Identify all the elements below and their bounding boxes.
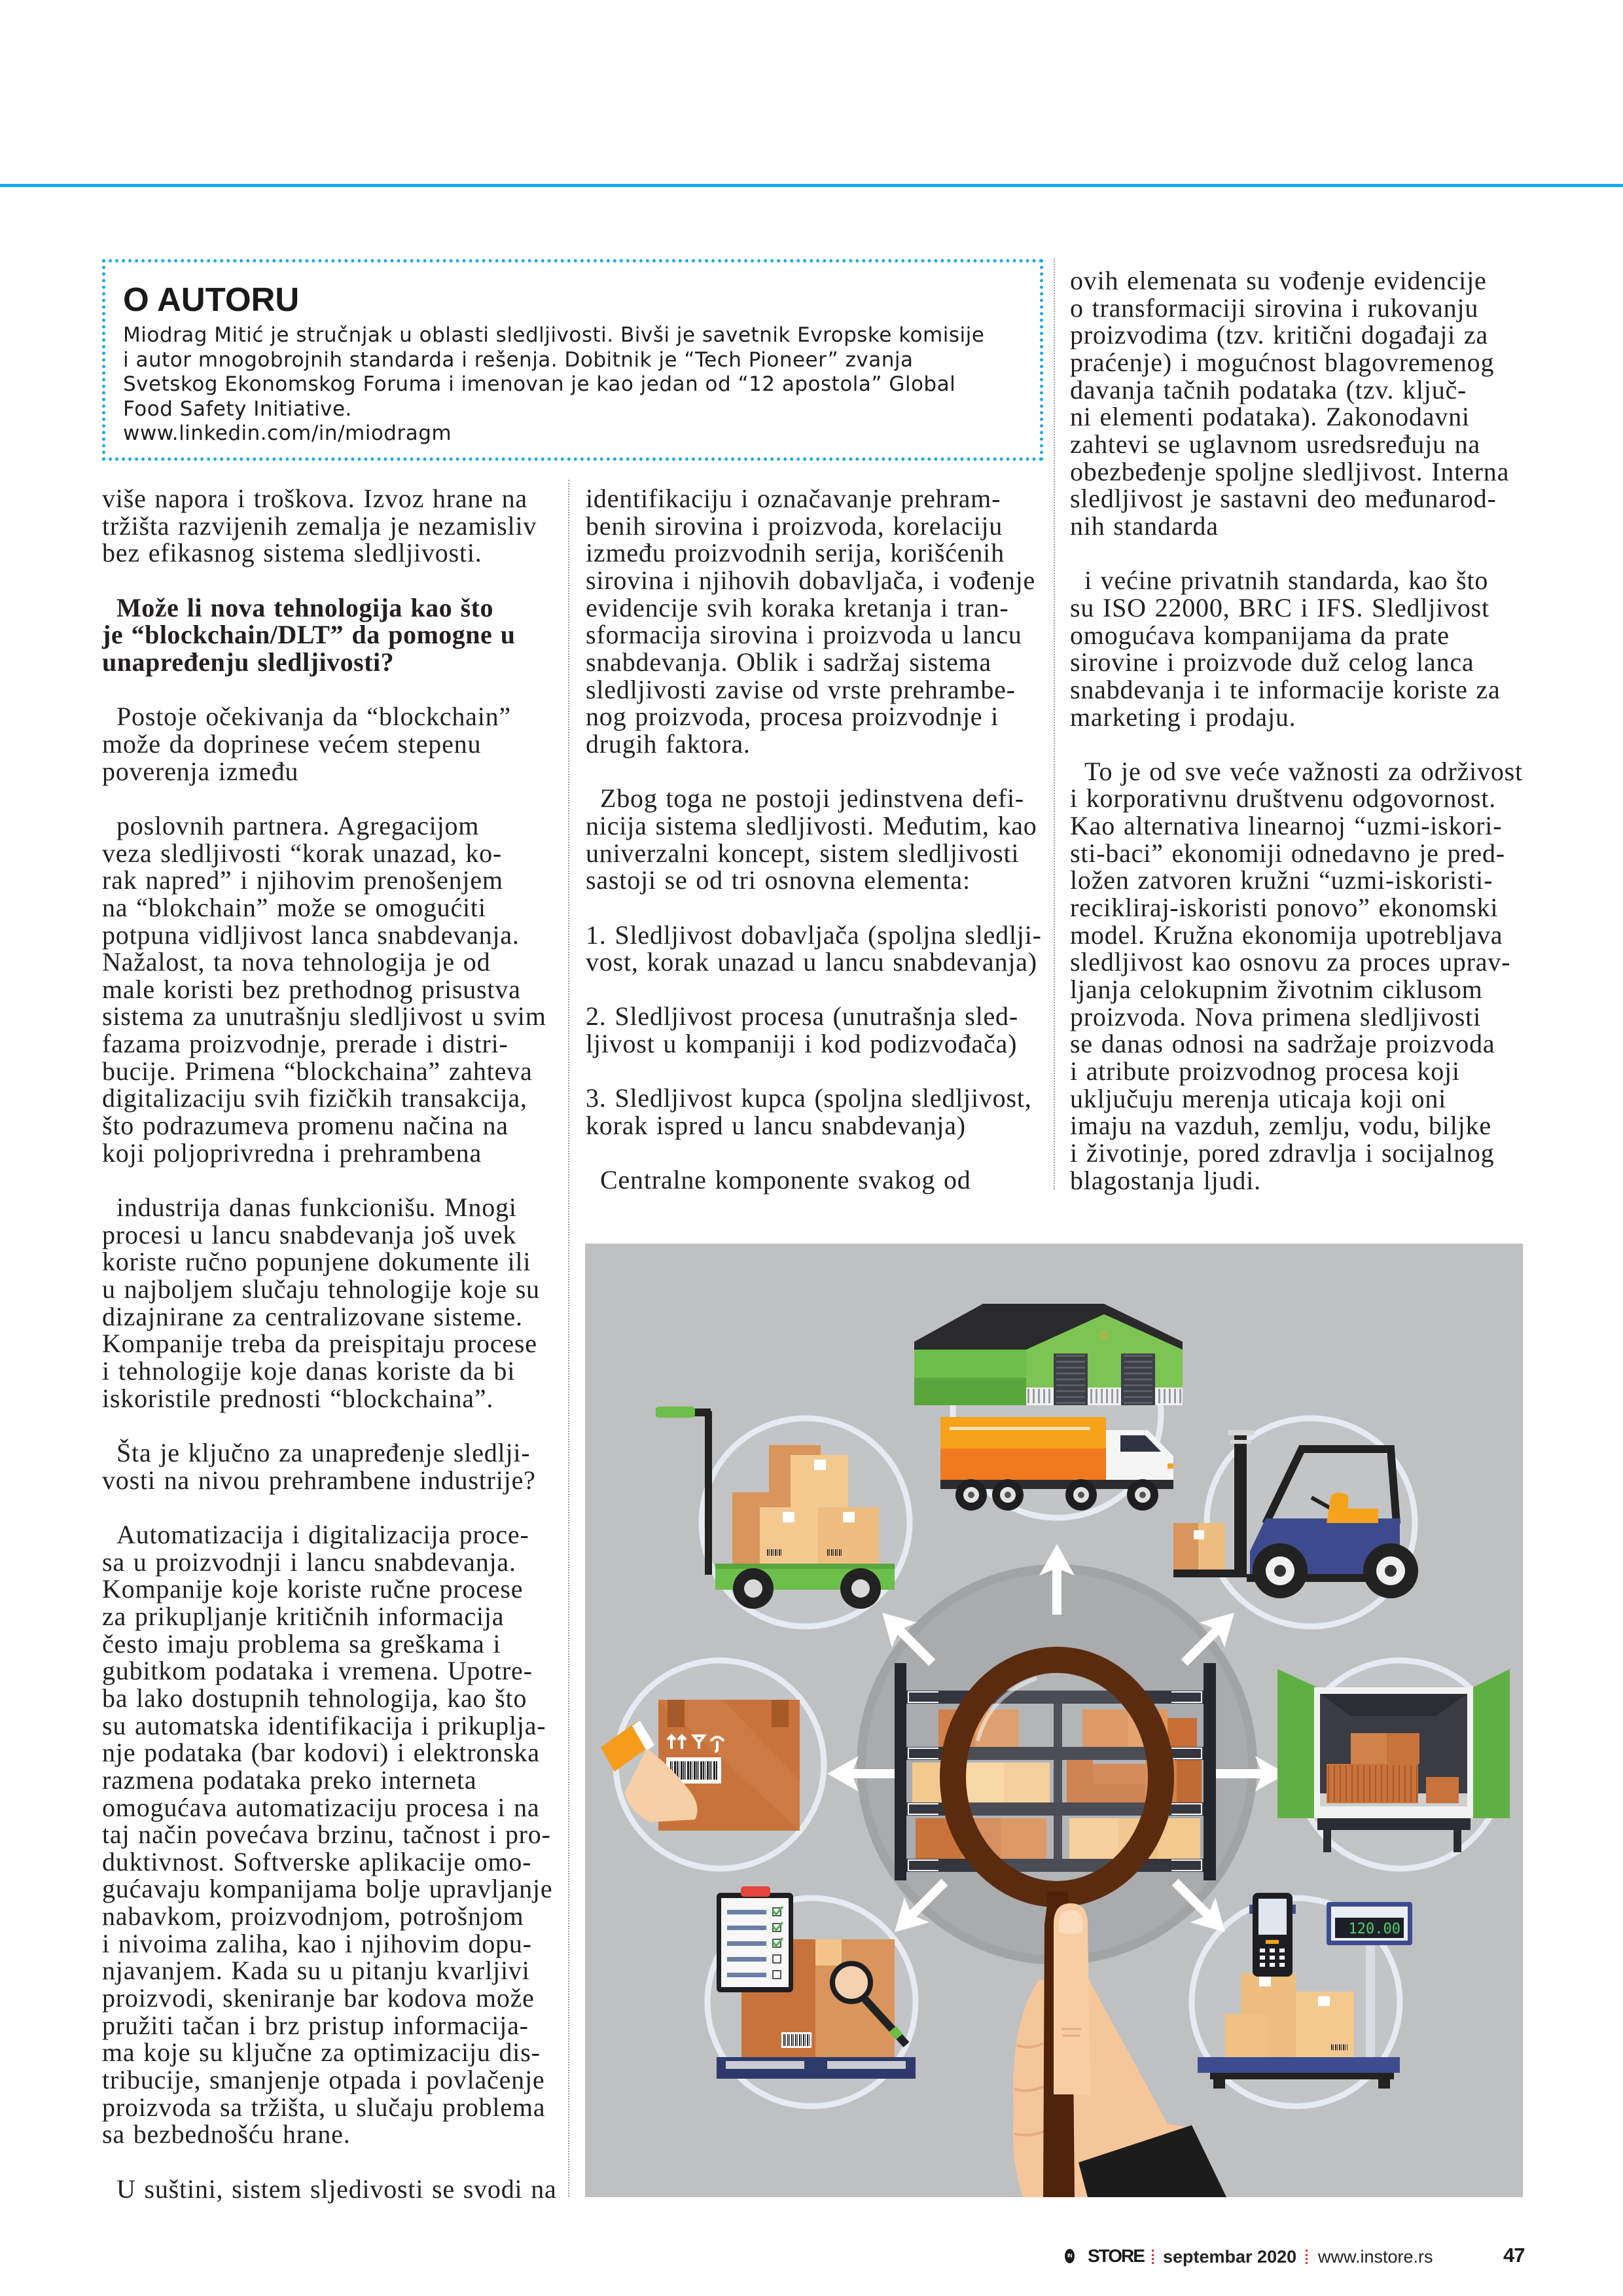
text-line: su automatska identifikacija i prikuplja- (102, 1710, 546, 1740)
text-line: sistema za unutrašnju sledljivost u svim (102, 1001, 546, 1031)
paragraph (586, 1166, 1042, 1194)
text-line: omogućava automatizaciju procesa i na (102, 1792, 540, 1822)
text-line: su ISO 22000, BRC i IFS. Sledljivost (1070, 592, 1489, 622)
text-line: unapređenju sledljivosti? (102, 647, 395, 677)
text-line: Kompanije treba da preispitaju procese (102, 1329, 537, 1359)
text-line: rak napred” i njihovim prenošenjem (102, 865, 503, 895)
text-line: ma koje su ključne za optimizaciju dis- (102, 2037, 541, 2068)
text-line: omogućava kompanijama da prate (1070, 620, 1450, 650)
text-line: marketing i prodaju. (1070, 702, 1296, 732)
scale-display-readout: 120.00 (1348, 1921, 1400, 1937)
subheading (102, 594, 557, 676)
text-line: ljanja celokupnim životnim ciklusom (1070, 975, 1483, 1005)
text-line: između proizvodnih serija, korišćenih (586, 538, 1005, 568)
text-line: na “blokchain” može se omogućiti (102, 892, 486, 922)
text-line: gućavaju kompanijama bolje upravljanje (102, 1874, 553, 1904)
text-line: uključuju merenja uticaja koji oni (1070, 1083, 1447, 1113)
page-number: 47 (1503, 2244, 1525, 2267)
text-line: nog proizvoda, procesa proizvodnje i (586, 702, 999, 732)
text-line: i nivoima zaliha, kao i njihovim dopu- (102, 1928, 532, 1958)
text-line: duktivnost. Softverske aplikacije omo- (102, 1846, 532, 1876)
text-line: imaju na vazduh, zemlju, vodu, biljke (1070, 1111, 1491, 1141)
text-line: i većine privatnih standarda, kao što (1084, 565, 1489, 596)
text-line: se danas odnosi na sadržaje proizvoda (1070, 1029, 1495, 1059)
text-line: sti-baci” ekonomiji odnedavno je pred- (1070, 838, 1505, 868)
text-line: obezbeđenje spoljne sledljivost. Interna (1070, 456, 1510, 486)
paragraph (1070, 267, 1523, 540)
text-line: bucije. Primena “blockchaina” zahteva (102, 1056, 533, 1086)
text-line: U suštini, sistem sljedivosti se svodi na (116, 2174, 557, 2204)
text-line: i korporativnu društvenu odgovornost. (1070, 783, 1497, 814)
text-line: dizajnirane za centralizovane sisteme. (102, 1301, 523, 1331)
text-line: sastoji se od tri osnovna elementa: (586, 865, 971, 895)
text-line: o transformaciji sirovina i rukovanju (1070, 293, 1479, 323)
instore-logo: IN (1065, 2249, 1075, 2263)
list-item (586, 1003, 1042, 1057)
paragraph (586, 785, 1042, 894)
footer-separator (1152, 2250, 1154, 2264)
text-line: male koristi bez prethodnog prisustva (102, 974, 521, 1004)
text-line: ni elementi podataka). Zakonodavni (1070, 402, 1470, 432)
text-line: Postoje očekivanja da “blockchain” (116, 702, 511, 732)
text-line: koriste ručno popunjene dokumente ili (102, 1247, 531, 1277)
text-line: korak ispred u lancu snabdevanja) (586, 1111, 966, 1141)
text-line: industrija danas funkcionišu. Mnogi (116, 1193, 517, 1223)
text-line: može da doprinese većem stepenu (102, 728, 482, 759)
traceability-illustration (585, 1244, 1523, 2197)
text-line: nih standarda (1070, 511, 1219, 541)
paragraph (102, 2176, 557, 2203)
author-bio-line: Miodrag Mitić je stručnjak u oblasti sledljivosti. Bivši je savetnik Evropske komisije (123, 323, 985, 347)
text-line: 1. Sledljivost dobavljača (spoljna sledlji- (586, 920, 1042, 950)
author-bio-line: i autor mnogobrojnih standarda i rešenja. Dobitnik je “Tech Pioneer” zvanja (123, 348, 914, 372)
text-line: Centralne komponente svakog od (600, 1165, 971, 1195)
text-line: nicija sistema sledljivosti. Međutim, kao (586, 810, 1037, 840)
text-line: sa u proizvodnji i lancu snabdevanja. (102, 1547, 516, 1577)
text-line: sledljivost kao osnovu za proces uprav- (1070, 947, 1511, 977)
author-bio (123, 323, 984, 446)
text-line: proizvodima (tzv. kritični događaji za (1070, 320, 1488, 350)
text-line: ba lako dostupnih tehnologija, kao što (102, 1683, 527, 1713)
text-line: vost, korak unazad u lancu snabdevanja) (586, 947, 1037, 977)
text-line: veza sledljivosti “korak unazad, ko- (102, 838, 503, 868)
text-line: recikliraj-iskoristi ponovo” ekonomski (1070, 893, 1499, 923)
text-line: sirovine i proizvode duž celog lanca (1070, 647, 1474, 677)
text-line: i životinje, pored zdravlja i socijalnog (1070, 1138, 1495, 1168)
list-item (586, 922, 1042, 976)
author-bio-line: Food Safety Initiative. (123, 397, 352, 421)
text-line: često imaju problema sa greškama i (102, 1628, 501, 1659)
text-line: Nažalost, ta nova tehnologija je od (102, 947, 491, 977)
author-linkedin-url: www.linkedin.com/in/miodragm (123, 422, 452, 445)
text-line: digitalizaciju svih fizičkih transakcija, (102, 1083, 527, 1113)
paragraph (102, 703, 557, 785)
list-item (586, 1085, 1042, 1139)
text-line: i atribute proizvodnog procesa koji (1070, 1056, 1460, 1086)
text-line: procesi u lancu snabdevanja još uvek (102, 1219, 517, 1249)
footer-separator (1306, 2250, 1308, 2264)
text-line: poslovnih partnera. Agregacijom (116, 810, 480, 840)
text-line: sledljivosti zavise od vrste prehrambe- (586, 674, 1016, 704)
illustration-svg (585, 1244, 1523, 2197)
text-line: njavanjem. Kada su u pitanju kvarljivi (102, 1956, 530, 1986)
column-divider (1054, 259, 1055, 1189)
text-line: za prikupljanje kritičnih informacija (102, 1601, 505, 1631)
text-line: snabdevanja i te informacije koriste za (1070, 674, 1501, 704)
article-column-3 (1070, 267, 1523, 1221)
text-line: Kompanije koje koriste ručne procese (102, 1574, 524, 1604)
text-line: davanja tačnih podataka (tzv. ključ- (1070, 374, 1467, 404)
paragraph (586, 485, 1042, 758)
text-line: ovih elemenata su vođenje evidencije (1070, 266, 1487, 295)
text-line: Može li nova tehnologija kao što (116, 592, 493, 622)
text-line: proizvoda sa tržišta, u slučaju problema (102, 2092, 546, 2122)
text-line: ljivost u kompaniji i kod podizvođača) (586, 1029, 1018, 1059)
text-line: fazama proizvodnje, prerade i distri- (102, 1029, 508, 1059)
article-column-2 (586, 485, 1042, 1221)
text-line: univerzalni koncept, sistem sledljivosti (586, 838, 1020, 868)
text-line: tribucije, smanjenje otpada i povlačenje (102, 2065, 545, 2095)
paragraph (102, 1194, 557, 1412)
text-line: Zbog toga ne postoji jedinstvena defi- (600, 783, 1025, 814)
text-line: proizvoda. Nova primena sledljivosti (1070, 1001, 1482, 1031)
text-line: u najboljem slučaju tehnologije koje su (102, 1274, 540, 1304)
paragraph (1070, 567, 1523, 730)
text-line: drugih faktora. (586, 728, 751, 759)
text-line: vosti na nivou prehrambene industrije? (102, 1465, 536, 1495)
text-line: tržišta razvijenih zemalja je nezamisliv (102, 511, 537, 541)
text-line: snabdevanja. Oblik i sadržaj sistema (586, 647, 991, 677)
text-line: blagostanja ljudi. (1070, 1165, 1261, 1195)
text-line: nabavkom, proizvodnjom, potrošnjom (102, 1901, 524, 1931)
text-line: iskoristile prednosti “blockchaina”. (102, 1383, 494, 1413)
text-line: 2. Sledljivost procesa (unutrašnja sled- (586, 1001, 1018, 1031)
text-line: taj način povećava brzinu, tačnost i pro- (102, 1820, 551, 1850)
text-line: što podrazumeva promenu načina na (102, 1111, 508, 1141)
text-line: Šta je ključno za unapređenje sledlji- (116, 1437, 531, 1467)
paragraph (102, 1521, 557, 2148)
text-line: sledljivost je sastavni deo međunarod- (1070, 484, 1497, 514)
text-line: koji poljoprivredna i prehrambena (102, 1138, 482, 1168)
text-line: 3. Sledljivost kupca (spoljna sledljivost, (586, 1083, 1032, 1113)
text-line: bez efikasnog sistema sledljivosti. (102, 538, 482, 568)
text-line: evidencije svih koraka kretanja i tran- (586, 592, 1009, 622)
text-line: nje podataka (bar kodovi) i elektronska (102, 1738, 540, 1768)
website: www.instore.rs (1318, 2247, 1433, 2267)
text-line: identifikaciju i označavanje prehram- (586, 484, 1001, 513)
text-line: više napora i troškova. Izvoz hrane na (102, 484, 527, 513)
author-bio-line: Svetskog Ekonomskog Foruma i imenovan je kao jedan od “12 apostola” Global (123, 372, 956, 396)
text-line: praćenje) i mogućnost blagovremenog (1070, 347, 1495, 377)
text-line: benih sirovina i proizvoda, korelaciju (586, 511, 1003, 541)
paragraph (102, 812, 557, 1167)
text-line: sformacija sirovina i proizvoda u lancu (586, 620, 1022, 650)
text-line: razmena podataka preko interneta (102, 1765, 477, 1795)
article-column-1 (102, 485, 557, 2230)
text-line: To je od sve veće važnosti za održivost (1084, 756, 1523, 786)
top-rule (0, 184, 1623, 187)
magazine-brand: STORE (1088, 2246, 1144, 2266)
text-line: Automatizacija i digitalizacija proce- (116, 1519, 529, 1549)
text-line: zahtevi se uglavnom usredsređuju na (1070, 429, 1480, 459)
author-box-title: O AUTORU (123, 281, 300, 318)
paragraph (102, 1439, 557, 1494)
column-divider (568, 480, 569, 2197)
issue-date: septembar 2020 (1163, 2247, 1297, 2267)
text-line: ložen zatvoren kružni “uzmi-iskoristi- (1070, 865, 1493, 895)
paragraph (1070, 758, 1523, 1194)
text-line: sirovina i njihovih dobavljača, i vođenje (586, 565, 1036, 595)
text-line: gubitkom podataka i vremena. Upotre- (102, 1656, 533, 1686)
text-line: i tehnologije koje danas koriste da bi (102, 1356, 516, 1386)
author-box (102, 259, 1043, 461)
text-line: pružiti tačan i brz pristup informacija- (102, 2010, 529, 2040)
text-line: Kao alternativa linearnoj “uzmi-iskori- (1070, 811, 1503, 841)
text-line: sa bezbednošću hrane. (102, 2119, 351, 2149)
text-line: proizvodi, skeniranje bar kodova može (102, 1983, 535, 2013)
text-line: poverenja između (102, 756, 299, 786)
text-line: je “blockchain/DLT” da pomogne u (102, 620, 516, 650)
paragraph (102, 485, 557, 567)
text-line: potpuna vidljivost lanca snabdevanja. (102, 920, 520, 950)
index-finger (1054, 1903, 1090, 2094)
text-line: model. Kružna ekonomija upotrebljava (1070, 920, 1503, 950)
